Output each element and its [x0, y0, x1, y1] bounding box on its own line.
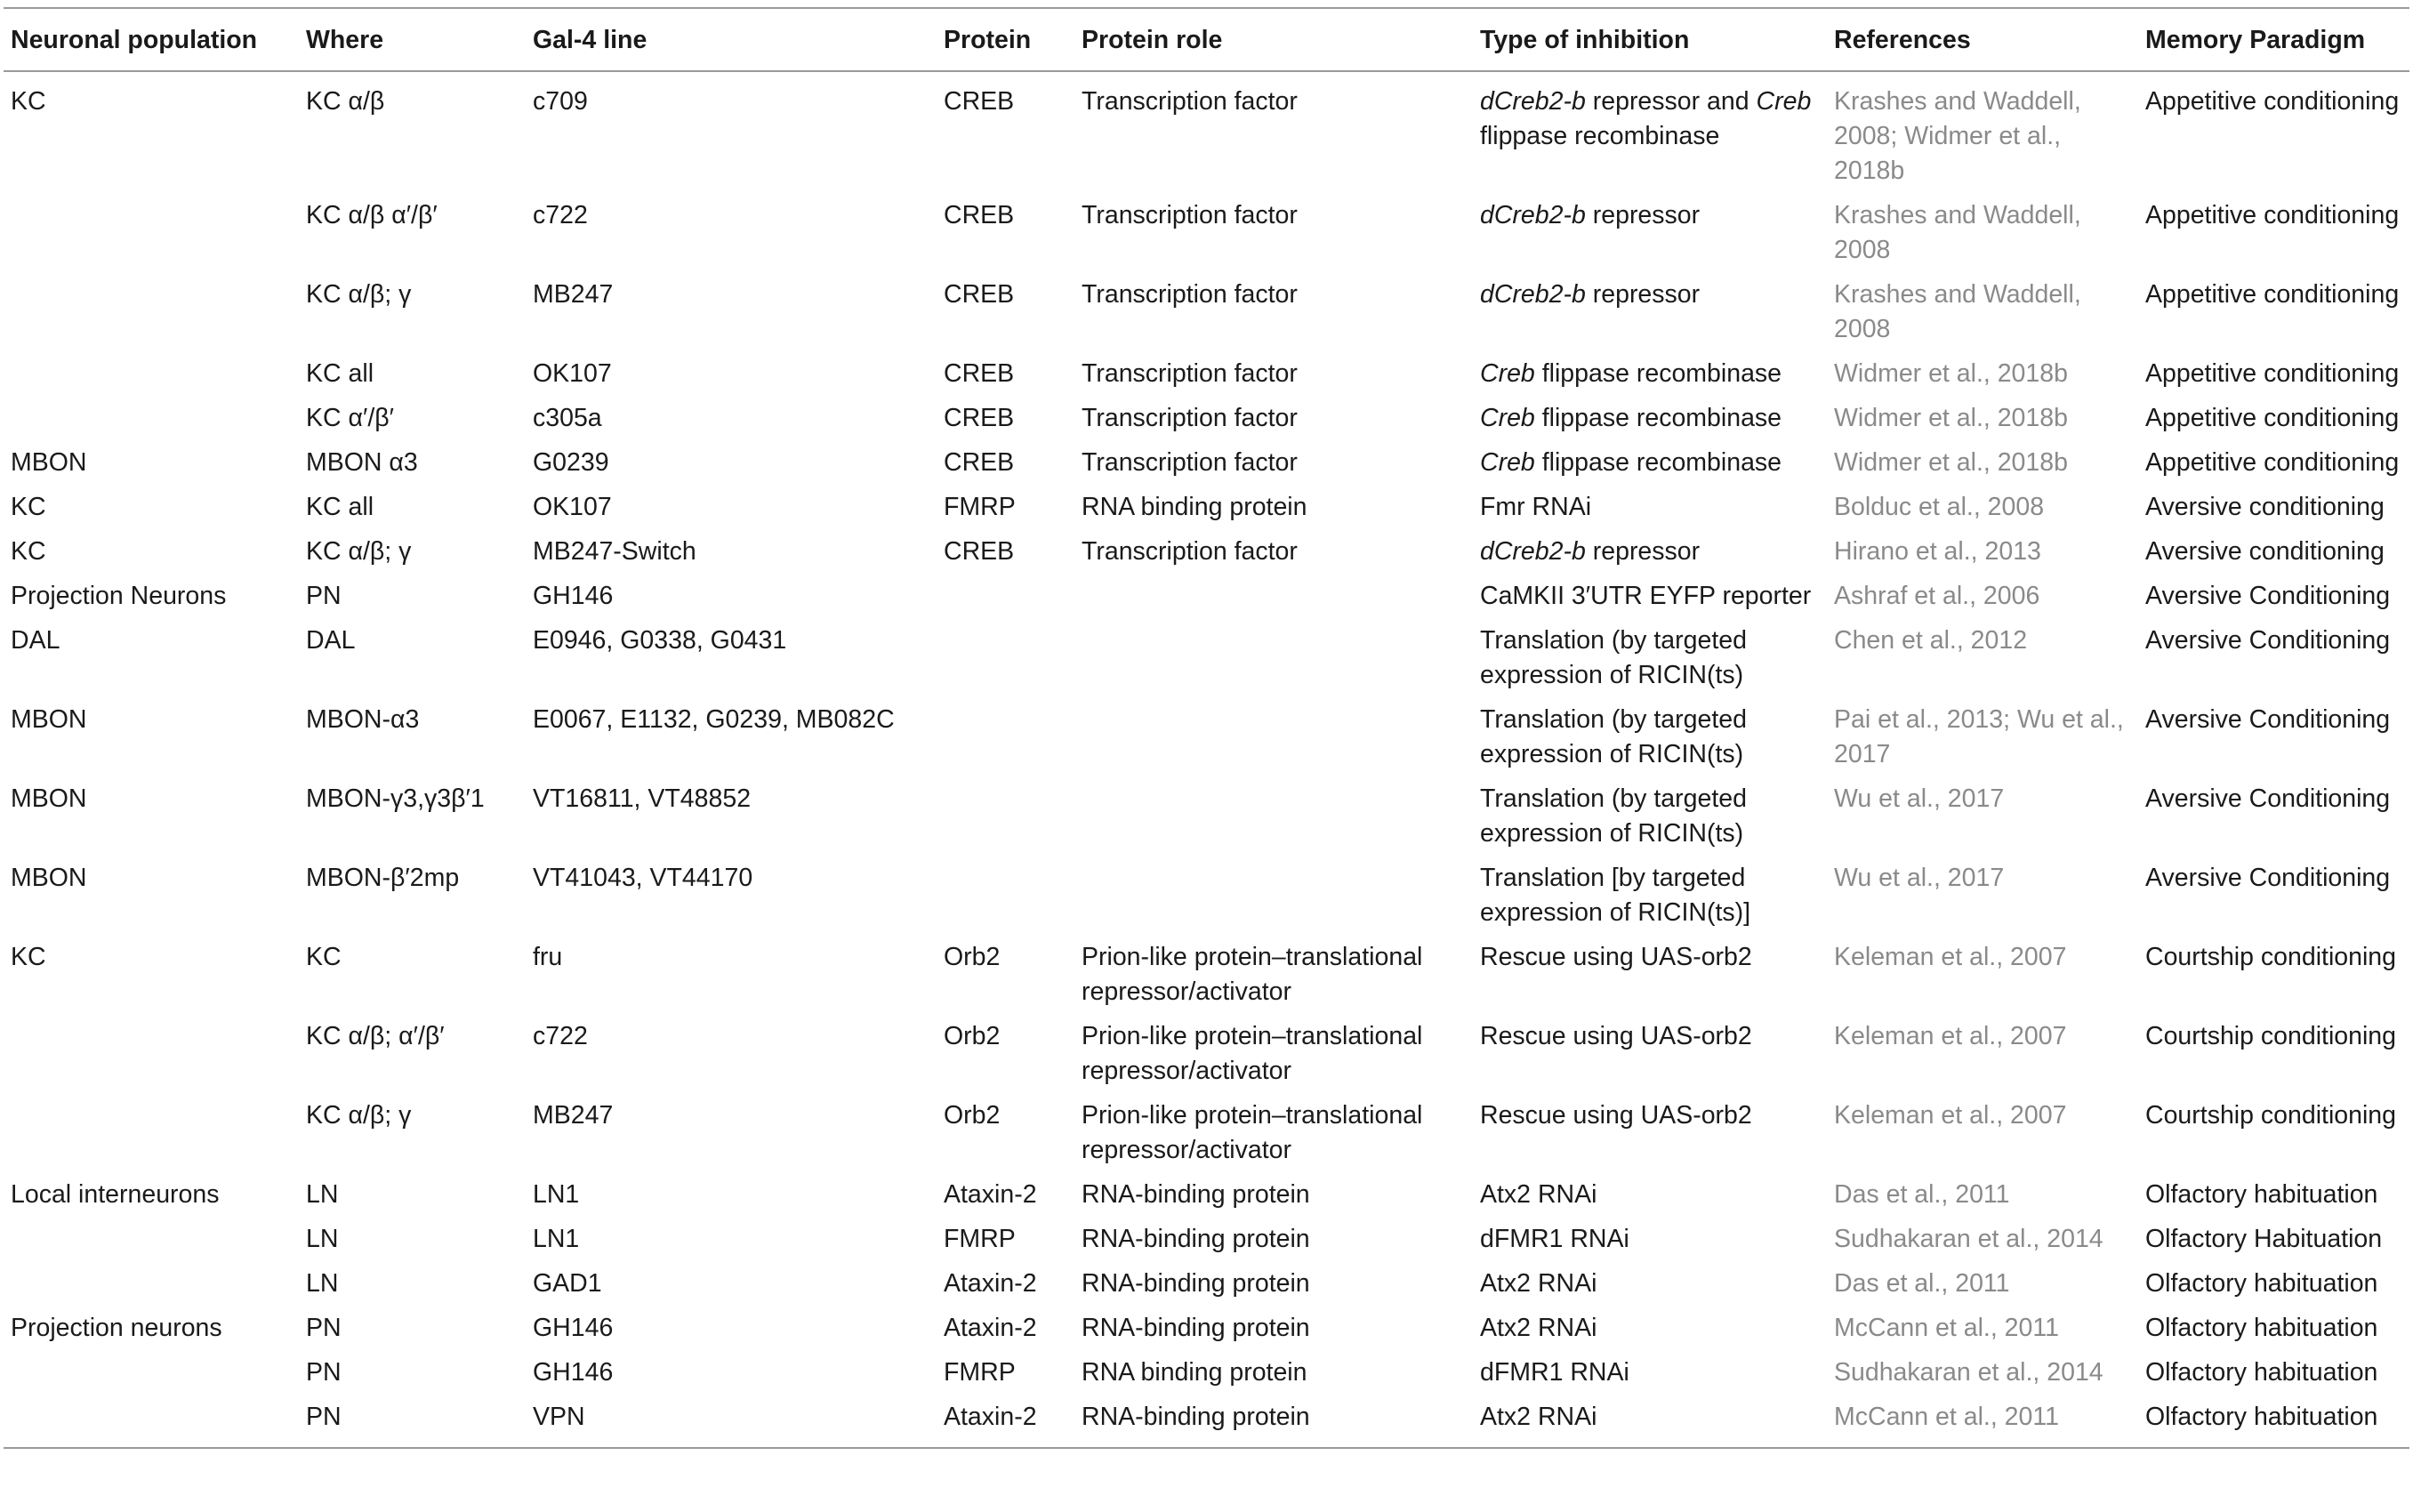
cell-protein-role: Transcription factor: [1082, 537, 1298, 566]
cell-gal4: E0946, G0338, G0431: [533, 626, 787, 655]
cell-protein-role: [1074, 576, 1473, 621]
cell-memory-paradigm: Aversive Conditioning: [2145, 784, 2391, 813]
cell-protein-role: Prion-like protein–translational repressor/activator: [1082, 1101, 1423, 1164]
cell-memory-paradigm: Appetitive conditioning: [2145, 448, 2400, 477]
table-row: [4, 1264, 2409, 1308]
column-header: Protein role: [1074, 8, 1473, 71]
inhibition-text: Atx2 RNAi: [1480, 1403, 1597, 1431]
cell-reference: Wu et al., 2017: [1834, 864, 2005, 892]
cell-memory-paradigm: Aversive conditioning: [2145, 537, 2385, 566]
cell-reference: Pai et al., 2013; Wu et al., 2017: [1834, 705, 2124, 768]
cell-protein-role: Transcription factor: [1082, 448, 1298, 477]
cell-gal4: GAD1: [533, 1269, 602, 1298]
cell-reference: McCann et al., 2011: [1834, 1314, 2059, 1342]
cell-memory-paradigm: Appetitive conditioning: [2145, 359, 2400, 388]
cell-memory-paradigm: Courtship conditioning: [2145, 943, 2397, 971]
cell-inhibition: [1473, 1219, 1827, 1264]
cell-reference: Keleman et al., 2007: [1834, 1022, 2067, 1050]
inhibition-text: flippase recombinase: [1534, 404, 1782, 432]
cell-memory-paradigm: Olfactory habituation: [2138, 1397, 2409, 1448]
table-row: [4, 487, 2409, 532]
cell-population: MBON: [11, 448, 87, 477]
cell-inhibition: [1473, 196, 1827, 275]
cell-inhibition: [1473, 621, 1827, 700]
column-header: Protein: [937, 8, 1074, 71]
cell-where: LN: [306, 1269, 339, 1298]
cell-where: KC: [306, 943, 342, 971]
cell-gal4: LN1: [533, 1225, 580, 1253]
cell-reference: McCann et al., 2011: [1827, 1397, 2138, 1448]
cell-protein: CREB: [944, 404, 1015, 432]
cell-inhibition: [1473, 354, 1827, 398]
cell-gal4: GH146: [533, 1314, 614, 1342]
cell-inhibition: [1473, 398, 1827, 443]
cell-where: KC α/β: [306, 87, 385, 116]
inhibition-text: flippase recombinase: [1534, 359, 1782, 388]
table-row: [4, 354, 2409, 398]
inhibition-text: Translation (by targeted expression of RICIN(ts): [1480, 626, 1747, 689]
cell-gal4: VPN: [526, 1397, 937, 1448]
cell-inhibition: [1473, 937, 1827, 1017]
cell-protein-role: Transcription factor: [1082, 359, 1298, 388]
inhibition-text: repressor and: [1585, 87, 1757, 116]
cell-population: Local interneurons: [11, 1180, 220, 1209]
cell-protein-role: RNA-binding protein: [1082, 1180, 1310, 1209]
cell-where: MBON α3: [306, 448, 418, 477]
cell-gal4: MB247: [533, 280, 614, 309]
cell-protein: [937, 858, 1074, 937]
inhibition-text: dFMR1 RNAi: [1480, 1225, 1629, 1253]
cell-memory-paradigm: Olfactory habituation: [2145, 1269, 2378, 1298]
cell-reference: Widmer et al., 2018b: [1834, 404, 2068, 432]
cell-gal4: GH146: [533, 1358, 614, 1387]
gene-name: dCreb2-b: [1480, 280, 1586, 309]
cell-memory-paradigm: Aversive Conditioning: [2145, 864, 2391, 892]
cell-where: KC α′/β′: [306, 404, 394, 432]
cell-where: KC all: [306, 493, 374, 521]
cell-protein: Ataxin-2: [944, 1180, 1037, 1209]
cell-memory-paradigm: Olfactory habituation: [2145, 1358, 2378, 1387]
cell-reference: Krashes and Waddell, 2008; Widmer et al., 2018b: [1834, 87, 2081, 185]
cell-memory-paradigm: Appetitive conditioning: [2145, 280, 2400, 309]
cell-reference: Das et al., 2011: [1834, 1269, 2010, 1298]
gene-name: Creb: [1756, 87, 1812, 116]
cell-where: KC α/β; γ: [306, 537, 412, 566]
cell-inhibition: [1473, 1308, 1827, 1353]
cell-population: [4, 196, 299, 275]
inhibition-text: dFMR1 RNAi: [1480, 1358, 1629, 1387]
cell-protein-role: RNA-binding protein: [1074, 1397, 1473, 1448]
cell-population: Projection neurons: [11, 1314, 222, 1342]
cell-where: KC α/β α′/β′: [306, 201, 438, 229]
table-row: [4, 700, 2409, 779]
cell-protein-role: [1074, 621, 1473, 700]
cell-reference: Chen et al., 2012: [1834, 626, 2028, 655]
table-row: [4, 1096, 2409, 1175]
cell-reference: Ashraf et al., 2006: [1834, 582, 2040, 610]
column-header: Neuronal population: [4, 8, 299, 71]
cell-population: [4, 1397, 299, 1448]
column-header: Gal-4 line: [526, 8, 937, 71]
cell-gal4: fru: [533, 943, 563, 971]
cell-where: PN: [306, 1314, 342, 1342]
cell-protein: CREB: [944, 201, 1015, 229]
cell-reference: Das et al., 2011: [1834, 1180, 2010, 1209]
cell-where: PN: [299, 1397, 526, 1448]
inhibition-text: Translation (by targeted expression of RICIN(ts): [1480, 784, 1747, 848]
cell-gal4: MB247-Switch: [533, 537, 696, 566]
cell-reference: Keleman et al., 2007: [1834, 943, 2067, 971]
column-header: Where: [299, 8, 526, 71]
cell-where: KC α/β; α′/β′: [306, 1022, 445, 1050]
inhibition-text: CaMKII 3′UTR EYFP reporter: [1480, 582, 1812, 610]
table-row: [4, 1353, 2409, 1397]
cell-gal4: c709: [533, 87, 588, 116]
cell-inhibition: [1473, 1096, 1827, 1175]
cell-memory-paradigm: Olfactory habituation: [2145, 1314, 2378, 1342]
cell-reference: Krashes and Waddell, 2008: [1834, 201, 2081, 264]
cell-gal4: LN1: [533, 1180, 580, 1209]
cell-protein: CREB: [944, 537, 1015, 566]
cell-where: KC α/β; γ: [306, 280, 412, 309]
table-body: [4, 71, 2409, 1448]
cell-population: MBON: [11, 864, 87, 892]
cell-inhibition: [1473, 487, 1827, 532]
cell-gal4: E0067, E1132, G0239, MB082C: [533, 705, 895, 734]
cell-inhibition: [1473, 71, 1827, 196]
cell-inhibition: [1473, 275, 1827, 354]
cell-reference: Sudhakaran et al., 2014: [1834, 1358, 2103, 1387]
inhibition-text: repressor: [1585, 201, 1701, 229]
inhibition-text: Translation (by targeted expression of RICIN(ts): [1480, 705, 1747, 768]
cell-population: [4, 1264, 299, 1308]
table-row: [4, 532, 2409, 576]
cell-gal4: OK107: [533, 493, 612, 521]
cell-where: PN: [306, 1358, 342, 1387]
cell-population: KC: [11, 87, 46, 116]
table-row: [4, 71, 2409, 196]
cell-where: MBON-β′2mp: [306, 864, 460, 892]
cell-protein: FMRP: [944, 493, 1016, 521]
cell-protein: CREB: [944, 359, 1015, 388]
cell-inhibition: [1473, 858, 1827, 937]
cell-inhibition: [1473, 576, 1827, 621]
cell-protein-role: [1074, 700, 1473, 779]
cell-memory-paradigm: Aversive Conditioning: [2145, 705, 2391, 734]
cell-gal4: VT16811, VT48852: [533, 784, 752, 813]
cell-protein-role: Transcription factor: [1082, 404, 1298, 432]
table-row: [4, 937, 2409, 1017]
cell-protein: CREB: [944, 448, 1015, 477]
cell-reference: Wu et al., 2017: [1834, 784, 2005, 813]
inhibition-text: Atx2 RNAi: [1480, 1180, 1597, 1209]
cell-inhibition: [1473, 779, 1827, 858]
cell-reference: Widmer et al., 2018b: [1834, 359, 2068, 388]
gene-name: Creb: [1480, 359, 1535, 388]
cell-population: Projection Neurons: [11, 582, 227, 610]
header-row: [4, 8, 2409, 71]
gene-name: Creb: [1480, 404, 1535, 432]
cell-memory-paradigm: Olfactory habituation: [2145, 1180, 2378, 1209]
table-row: [4, 196, 2409, 275]
cell-population: [4, 275, 299, 354]
cell-protein-role: RNA binding protein: [1082, 1358, 1307, 1387]
column-header: Type of inhibition: [1473, 8, 1827, 71]
gene-name: dCreb2-b: [1480, 537, 1586, 566]
gene-name: dCreb2-b: [1480, 87, 1586, 116]
inhibition-text: Rescue using UAS-orb2: [1480, 943, 1752, 971]
cell-protein: Ataxin-2: [944, 1314, 1037, 1342]
cell-protein-role: Transcription factor: [1082, 280, 1298, 309]
cell-reference: Keleman et al., 2007: [1834, 1101, 2067, 1130]
cell-population: [4, 1096, 299, 1175]
cell-protein-role: Prion-like protein–translational repressor/activator: [1082, 1022, 1423, 1085]
cell-where: KC all: [306, 359, 374, 388]
cell-memory-paradigm: Aversive Conditioning: [2145, 582, 2391, 610]
cell-memory-paradigm: Courtship conditioning: [2145, 1101, 2397, 1130]
cell-gal4: c722: [533, 1022, 588, 1050]
cell-protein: CREB: [944, 87, 1015, 116]
table-row: [4, 779, 2409, 858]
cell-gal4: MB247: [533, 1101, 614, 1130]
table-row: [4, 1308, 2409, 1353]
cell-population: KC: [11, 537, 46, 566]
cell-protein-role: RNA binding protein: [1082, 493, 1307, 521]
cell-population: [4, 354, 299, 398]
cell-inhibition: [1473, 1017, 1827, 1096]
cell-protein-role: Transcription factor: [1082, 87, 1298, 116]
cell-gal4: OK107: [533, 359, 612, 388]
cell-where: MBON-α3: [306, 705, 420, 734]
table-row: [4, 1219, 2409, 1264]
cell-reference: Sudhakaran et al., 2014: [1834, 1225, 2103, 1253]
cell-population: DAL: [11, 626, 60, 655]
cell-where: DAL: [306, 626, 356, 655]
inhibition-text: flippase recombinase: [1534, 448, 1782, 477]
cell-gal4: VT41043, VT44170: [533, 864, 753, 892]
column-header: Memory Paradigm: [2138, 8, 2409, 71]
cell-population: [4, 1017, 299, 1096]
table-row: [4, 398, 2409, 443]
table-row: [4, 443, 2409, 487]
inhibition-text: Atx2 RNAi: [1480, 1269, 1597, 1298]
cell-inhibition: [1473, 443, 1827, 487]
cell-inhibition: [1473, 1353, 1827, 1397]
inhibition-text: Rescue using UAS-orb2: [1480, 1101, 1752, 1130]
inhibition-text: repressor: [1585, 537, 1701, 566]
cell-protein: FMRP: [944, 1225, 1016, 1253]
cell-protein: [937, 576, 1074, 621]
cell-protein: Orb2: [944, 943, 1001, 971]
cell-memory-paradigm: Appetitive conditioning: [2145, 404, 2400, 432]
cell-protein: [937, 779, 1074, 858]
cell-memory-paradigm: Aversive conditioning: [2145, 493, 2385, 521]
cell-inhibition: [1473, 1175, 1827, 1219]
inhibition-text: Atx2 RNAi: [1480, 1314, 1597, 1342]
cell-population: MBON: [11, 705, 87, 734]
cell-protein: CREB: [944, 280, 1015, 309]
table-row: [4, 1397, 2409, 1448]
cell-reference: Widmer et al., 2018b: [1834, 448, 2068, 477]
cell-protein-role: [1074, 779, 1473, 858]
inhibition-text: flippase recombinase: [1480, 122, 1720, 150]
cell-population: KC: [11, 493, 46, 521]
table-row: [4, 275, 2409, 354]
cell-protein: Orb2: [944, 1022, 1001, 1050]
table-row: [4, 1017, 2409, 1096]
cell-reference: Hirano et al., 2013: [1834, 537, 2041, 566]
cell-protein-role: RNA-binding protein: [1082, 1314, 1310, 1342]
cell-where: LN: [306, 1225, 339, 1253]
cell-protein: Orb2: [944, 1101, 1001, 1130]
cell-where: KC α/β; γ: [306, 1101, 412, 1130]
cell-protein-role: [1074, 858, 1473, 937]
cell-memory-paradigm: Appetitive conditioning: [2145, 87, 2400, 116]
cell-population: MBON: [11, 784, 87, 813]
table-row: [4, 858, 2409, 937]
cell-gal4: G0239: [533, 448, 609, 477]
table-row: [4, 621, 2409, 700]
cell-protein: [937, 621, 1074, 700]
cell-inhibition: [1473, 1264, 1827, 1308]
inhibition-text: repressor: [1585, 280, 1701, 309]
column-header: References: [1827, 8, 2138, 71]
cell-gal4: c722: [533, 201, 588, 229]
data-table: [4, 7, 2409, 1449]
cell-memory-paradigm: Appetitive conditioning: [2145, 201, 2400, 229]
cell-memory-paradigm: Olfactory Habituation: [2145, 1225, 2383, 1253]
cell-population: [4, 1219, 299, 1264]
cell-reference: Bolduc et al., 2008: [1834, 493, 2045, 521]
inhibition-text: Fmr RNAi: [1480, 493, 1592, 521]
table-row: [4, 576, 2409, 621]
cell-protein: Ataxin-2: [937, 1397, 1074, 1448]
cell-gal4: c305a: [533, 404, 602, 432]
cell-inhibition: [1473, 532, 1827, 576]
cell-where: LN: [306, 1180, 339, 1209]
cell-protein: Ataxin-2: [944, 1269, 1037, 1298]
table-row: [4, 1175, 2409, 1219]
gene-name: dCreb2-b: [1480, 201, 1586, 229]
cell-reference: Krashes and Waddell, 2008: [1834, 280, 2081, 343]
cell-inhibition: [1473, 700, 1827, 779]
cell-inhibition: [1473, 1397, 1827, 1448]
cell-protein-role: RNA-binding protein: [1082, 1225, 1310, 1253]
cell-protein: FMRP: [944, 1358, 1016, 1387]
cell-where: MBON-γ3,γ3β′1: [306, 784, 485, 813]
inhibition-text: Translation [by targeted expression of RICIN(ts)]: [1480, 864, 1751, 927]
cell-protein-role: Prion-like protein–translational repressor/activator: [1082, 943, 1423, 1006]
cell-protein-role: RNA-binding protein: [1082, 1269, 1310, 1298]
cell-population: [4, 1353, 299, 1397]
gene-name: Creb: [1480, 448, 1535, 477]
inhibition-text: Rescue using UAS-orb2: [1480, 1022, 1752, 1050]
cell-gal4: GH146: [533, 582, 614, 610]
cell-where: PN: [306, 582, 342, 610]
cell-population: KC: [11, 943, 46, 971]
cell-protein: [937, 700, 1074, 779]
cell-protein-role: Transcription factor: [1082, 201, 1298, 229]
cell-population: [4, 398, 299, 443]
cell-memory-paradigm: Aversive Conditioning: [2145, 626, 2391, 655]
cell-memory-paradigm: Courtship conditioning: [2145, 1022, 2397, 1050]
